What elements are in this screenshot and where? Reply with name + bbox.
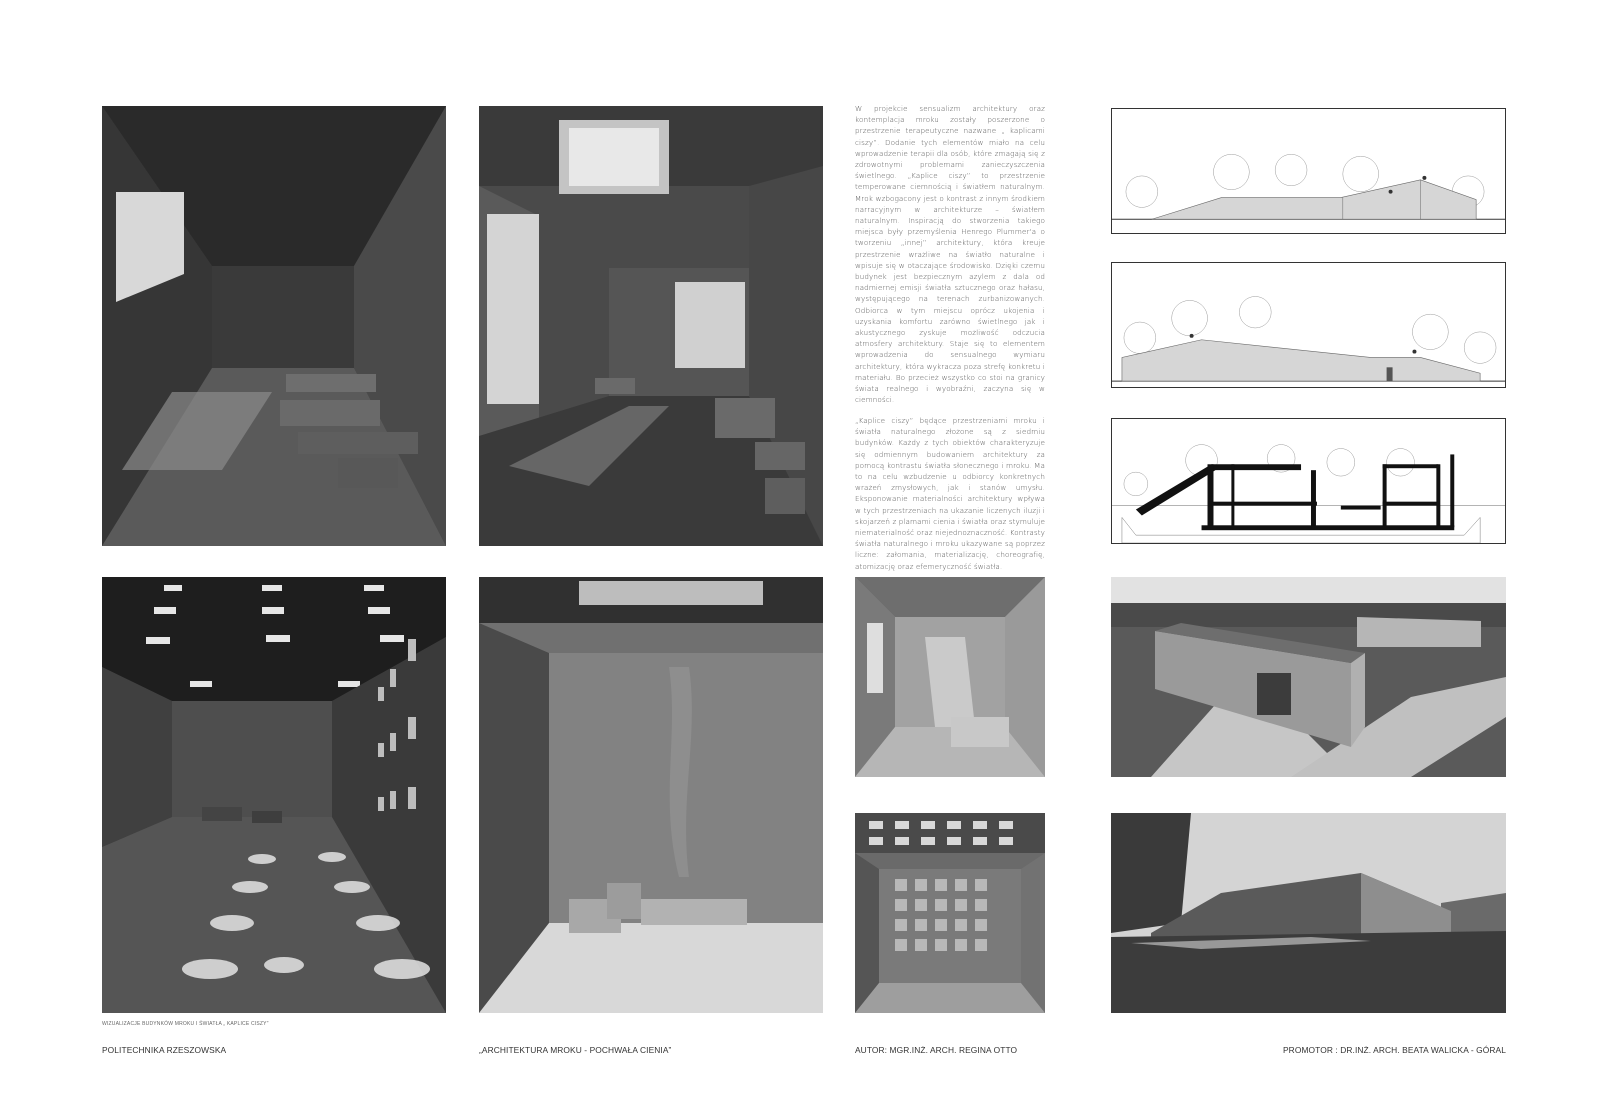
visualization-caption: WIZUALIZACJE BUDYNKÓW MROKU I ŚWIATŁA „ KAPLICE CISZY” — [102, 1021, 269, 1027]
render-interior-4 — [479, 577, 823, 1013]
render-interior-6 — [855, 813, 1045, 1013]
render-interior-1 — [102, 106, 446, 546]
elevation-drawing-2 — [1111, 262, 1506, 388]
render-interior-3 — [102, 577, 446, 1013]
elevation-drawing-1 — [1111, 108, 1506, 234]
render-interior-2 — [479, 106, 823, 546]
description-paragraph-2: „Kaplice ciszy” będące przestrzeniami mroku i światła naturalnego złożone są z siedmiu budynków. Każdy z tych obiektów charakteryzuje się odmiennym budowaniem architektury za pomocą kontrastu światła słonecznego i mroku. Ma to na celu wzbudzenie u odbiorcy konkretnych wrażeń zmysłowych, jak i stanów umysłu. Eksponowanie materialności architektury wpływa w tych przestrzeniach na ukazanie liczenych iluzji i skojarzeń z plamami cienia i światła oraz stymuluje niematerialność oraz niejednoznaczność. Kontrasty światła naturalnego i mroku ukazywane są poprzez liczne: załomania, materializację, choreografię, atomizację oraz efemeryczność światła. — [855, 416, 1045, 571]
footer-university: POLITECHNIKA RZESZOWSKA — [102, 1045, 227, 1055]
footer-promotor: PROMOTOR : DR.INŻ. ARCH. BEATA WALICKA - GÓRAL — [1283, 1045, 1506, 1055]
footer-thesis-title: „ARCHITEKTURA MROKU - POCHWAŁA CIENIA” — [479, 1045, 672, 1055]
section-drawing — [1111, 418, 1506, 544]
render-exterior-1 — [1111, 577, 1506, 777]
render-exterior-2 — [1111, 813, 1506, 1013]
render-interior-5 — [855, 577, 1045, 777]
description-paragraph-1: W projekcie sensualizm architektury oraz kontemplacja mroku zostały poszerzone o przestrzenie terapeutyczne nazwane „ kaplicami ciszy”. Dodanie tych elementów miało na celu wprowadzenie terapii dla osób, które zmagają się z zdrowotnymi problemami zanieczyszczenia świetlnego. „Kaplice ciszy” to przestrzenie temperowane ciemnością i światłem naturalnym. Mrok wzbogacony jest o kontrast z innym środkiem narracyjnym w architekturze – światłem naturalnym. Inspiracją do stworzenia takiego miejsca były przemyślenia Henrego Plummer'a o tworzeniu „innej” architektury, która kreuje przestrzenie wrażliwe na światło naturalne i wpisuje się w otaczające środowisko. Dzięki czemu budynek jest bezpiecznym azylem z dala od nadmiernej emisji światła sztucznego oraz hałasu, występującego na terenach zurbanizowanych. Odbiorca w tym miejscu oprócz ukojenia i uzyskania komfortu zarówno świetlnego jak i akustycznego zyskuje możliwość odczucia atmosfery architektury. Staje się to elementem wprowadzenia do sensualnego wymiaru architektury, która wykracza poza strefę konkretu i materiału. Bo przecież wszystko co stoi na granicy świata realnego i wyobraźni, zaczyna się w ciemności. — [855, 104, 1045, 405]
footer-author: AUTOR: MGR.INŻ. ARCH. REGINA OTTO — [855, 1045, 1018, 1055]
